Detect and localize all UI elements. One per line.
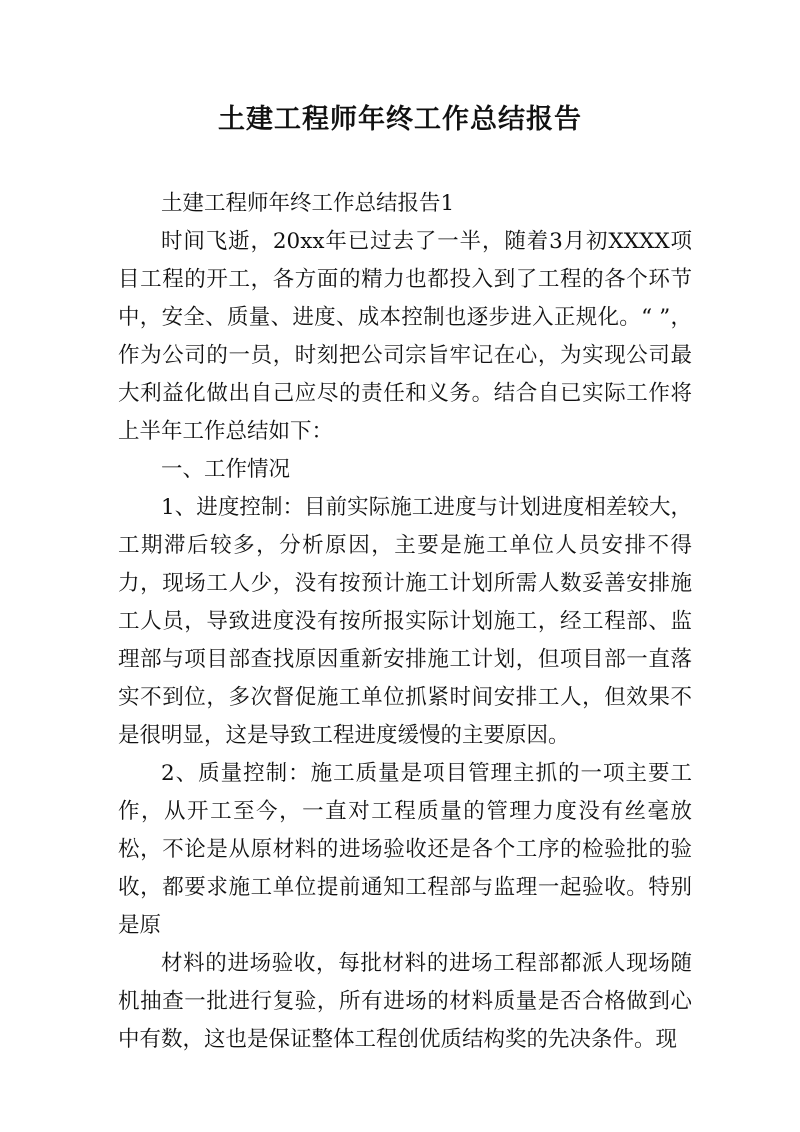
- section-heading-work-status: 一、工作情况: [161, 457, 291, 482]
- paragraph-material-inspection: 材料的进场验收，每批材料的进场工程部都派人现场随机抽查一批进行复验，所有进场的材料质量是否合格做到心中有数，这也是保证整体工程创优质结构奖的先决条件。现: [118, 951, 692, 1052]
- document-title: 土建工程师年终工作总结报告: [218, 104, 582, 135]
- document-body: [118, 185, 692, 1059]
- paragraph-progress-control: 1、进度控制：目前实际施工进度与计划进度相差较大，工期滞后较多，分析原因，主要是施工单位人员安排不得力，现场工人少，没有按预计施工计划所需人数妥善安排施工人员，导致进度没有按所报实际计划施工，经工程部、监理部与项目部查找原因重新安排施工计划，但项目部一直落实不到位，多次督促施工单位抓紧时间安排工人，但效果不是很明显，这是导致工程进度缓慢的主要原因。: [118, 495, 692, 748]
- paragraph-quality-control: 2、质量控制：施工质量是项目管理主抓的一项主要工作，从开工至今，一直对工程质量的管理力度没有丝毫放松，不论是从原材料的进场验收还是各个工序的检验批的验收，都要求施工单位提前通知工程部与监理一起验收。特别是原: [118, 761, 692, 938]
- paragraph-subtitle: 土建工程师年终工作总结报告1: [161, 191, 455, 216]
- paragraph-intro: 时间飞逝，20xx年已过去了一半，随着3月初XXXX项目工程的开工，各方面的精力也都投入到了工程的各个环节中，安全、质量、进度、成本控制也逐步进入正规化。“ ”，作为公司的一员，时刻把公司宗旨牢记在心，为实现公司最大利益化做出自己应尽的责任和义务。结合自已实际工作将上半年工作总结如下：: [118, 229, 692, 444]
